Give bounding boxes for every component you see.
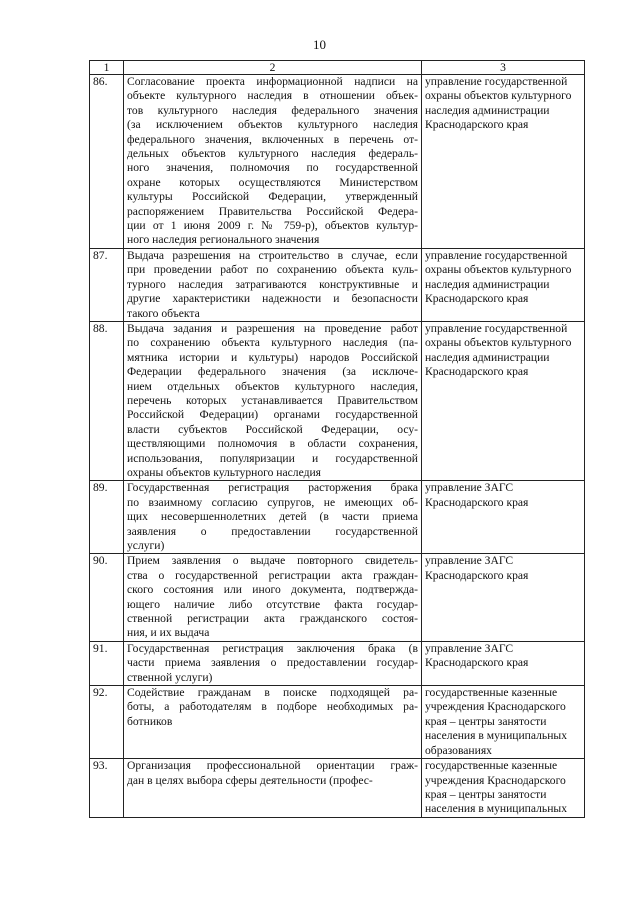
authority-text-line: наследия администрации	[425, 103, 550, 117]
authority-text-line: края – центры занятости	[425, 787, 547, 801]
table-row	[90, 321, 585, 480]
service-description	[124, 481, 422, 554]
service-text-line: Государственная регистрация заключения брака (в	[127, 641, 418, 655]
service-text-line: части приема заявления о предоставлении государ-	[127, 656, 418, 670]
service-text-line: ществляющими полномочия в области сохранения,	[127, 437, 418, 451]
authority-text-line: управление государственной	[425, 248, 568, 262]
service-text-line: власти субъектов Российской Федерации, осу-	[127, 422, 418, 436]
service-text-line: другие характеристики надежности и безопасности	[127, 292, 418, 306]
responsible-authority	[422, 75, 585, 249]
authority-text-line: государственные казенные	[425, 759, 558, 773]
service-text-line: по сохранению объекта культурного наследия (па-	[127, 336, 418, 350]
responsible-authority	[422, 554, 585, 641]
responsible-authority	[422, 248, 585, 321]
service-text-line: охране которых осуществляются Министерством	[127, 175, 418, 189]
table-header	[90, 61, 585, 75]
service-text-line: ющего наличие либо отсутствие факта государ-	[127, 597, 418, 611]
table-row	[90, 641, 585, 685]
service-description	[124, 75, 422, 249]
service-text-line: Выдача разрешения на строительство в случае, если	[127, 248, 418, 262]
service-text-line: ственной регистрации акта гражданского состоя-	[127, 612, 418, 626]
authority-text-line: Краснодарского края	[425, 118, 529, 132]
table-row	[90, 759, 585, 818]
service-text-line: федерального значения, включенных в перечень от-	[127, 132, 418, 146]
authority-text-line: учреждения Краснодарского	[425, 700, 566, 714]
service-text-line: Федерации федерального значения (за исключе-	[127, 365, 418, 379]
table-header-row	[90, 61, 585, 75]
authority-text-line: охраны объектов культурного	[425, 336, 572, 350]
service-text-line: ского состояния или иного документа, подтвержда-	[127, 583, 418, 597]
authority-text-line: Краснодарского края	[425, 495, 529, 509]
page-number: 10	[313, 37, 326, 52]
authority-text-line: государственные казенные	[425, 686, 558, 700]
service-text-line: Организация профессиональной ориентации граж-	[127, 759, 418, 773]
responsible-authority	[422, 641, 585, 685]
service-text-line: такого объекта	[127, 306, 200, 320]
service-text-line: заявления о предоставлении государственной	[127, 524, 418, 538]
service-text-line: (за исключением объектов культурного наследия	[127, 118, 418, 132]
authority-text-line: населения в муниципальных	[425, 802, 567, 816]
service-text-line: перечень которых устанавливается Правительством	[127, 393, 418, 407]
authority-text-line: управление ЗАГС	[425, 554, 514, 568]
row-number: 91.	[90, 641, 124, 685]
table-row	[90, 75, 585, 249]
authority-text-line: управление государственной	[425, 75, 568, 88]
authority-text-line: управление ЗАГС	[425, 481, 514, 495]
service-description	[124, 248, 422, 321]
service-text-line: по взаимному согласию супругов, не имеющих об-	[127, 495, 418, 509]
row-number: 93.	[90, 759, 124, 818]
authority-text-line: учреждения Краснодарского	[425, 773, 566, 787]
authority-text-line: населения в муниципальных	[425, 729, 567, 743]
service-text-line: ного значения, полномочия по государственной	[127, 161, 418, 175]
service-description	[124, 321, 422, 480]
row-number: 92.	[90, 686, 124, 759]
authority-text-line: Краснодарского края	[425, 365, 529, 379]
service-text-line: ции от 1 июня 2009 г. № 759-р), объектов культур-	[127, 219, 418, 233]
service-text-line: Содействие гражданам в поиске подходящей ра-	[127, 686, 418, 700]
service-text-line: мятника истории и культуры) народов Российской	[127, 350, 418, 364]
table-body	[90, 75, 585, 818]
responsible-authority	[422, 759, 585, 818]
service-text-line: турного наследия затрагиваются конструктивные и	[127, 277, 418, 291]
table-row	[90, 686, 585, 759]
table-row	[90, 481, 585, 554]
authority-text-line: охраны объектов культурного	[425, 89, 572, 103]
service-text-line: тов культурного наследия федерального значения	[127, 103, 418, 117]
authority-text-line: охраны объектов культурного	[425, 263, 572, 277]
authority-text-line: управление государственной	[425, 321, 568, 335]
service-text-line: ства о государственной регистрации акта граждан-	[127, 568, 418, 582]
service-text-line: распоряжением Правительства Российской Федера-	[127, 204, 418, 218]
column-header-number: 1	[90, 61, 124, 75]
service-text-line: ного наследия регионального значения	[127, 233, 320, 247]
row-number: 90.	[90, 554, 124, 641]
service-text-line: использования, популяризации и государственной	[127, 451, 418, 465]
service-text-line: услуги)	[127, 539, 165, 552]
service-text-line: дан в целях выбора сферы деятельности (профес-	[127, 773, 373, 787]
service-text-line: щих несовершеннолетних детей (в части приема	[127, 510, 418, 524]
service-description	[124, 686, 422, 759]
service-description	[124, 641, 422, 685]
table-row	[90, 248, 585, 321]
service-description	[124, 554, 422, 641]
authority-text-line: Краснодарского края	[425, 656, 529, 670]
authority-text-line: наследия администрации	[425, 350, 550, 364]
authority-text-line: края – центры занятости	[425, 714, 547, 728]
service-text-line: Выдача задания и разрешения на проведение работ	[127, 321, 418, 335]
service-text-line: ния, и их выдача	[127, 626, 210, 640]
service-text-line: Российской Федерации) органами государственной	[127, 408, 418, 422]
services-table	[89, 60, 585, 818]
service-description	[124, 759, 422, 818]
service-text-line: ственной услуги)	[127, 670, 213, 684]
service-text-line: объекте культурного наследия в отношении объек-	[127, 89, 418, 103]
authority-text-line: наследия администрации	[425, 277, 550, 291]
row-number: 89.	[90, 481, 124, 554]
service-text-line: при проведении работ по сохранению объекта куль-	[127, 263, 418, 277]
service-text-line: дельных объектов культурного наследия федераль-	[127, 147, 418, 161]
responsible-authority	[422, 686, 585, 759]
authority-text-line: Краснодарского края	[425, 568, 529, 582]
service-text-line: ботников	[127, 714, 173, 728]
service-text-line: охраны объектов культурного наследия	[127, 465, 322, 479]
service-text-line: боты, а работодателям в подборе необходимых ра-	[127, 700, 418, 714]
row-number: 88.	[90, 321, 124, 480]
column-header-service: 2	[124, 61, 422, 75]
authority-text-line: Краснодарского края	[425, 292, 529, 306]
table-row	[90, 554, 585, 641]
service-text-line: Государственная регистрация расторжения брака	[127, 481, 418, 495]
responsible-authority	[422, 481, 585, 554]
service-text-line: нием отдельных объектов культурного наследия,	[127, 379, 418, 393]
service-text-line: Согласование проекта информационной надписи на	[127, 75, 418, 88]
row-number: 87.	[90, 248, 124, 321]
column-header-authority: 3	[422, 61, 585, 75]
row-number: 86.	[90, 75, 124, 249]
authority-text-line: образованиях	[425, 743, 492, 757]
authority-text-line: управление ЗАГС	[425, 641, 514, 655]
service-text-line: культуры Российской Федерации, утвержденный	[127, 190, 418, 204]
responsible-authority	[422, 321, 585, 480]
service-text-line: Прием заявления о выдаче повторного свидетель-	[127, 554, 418, 568]
